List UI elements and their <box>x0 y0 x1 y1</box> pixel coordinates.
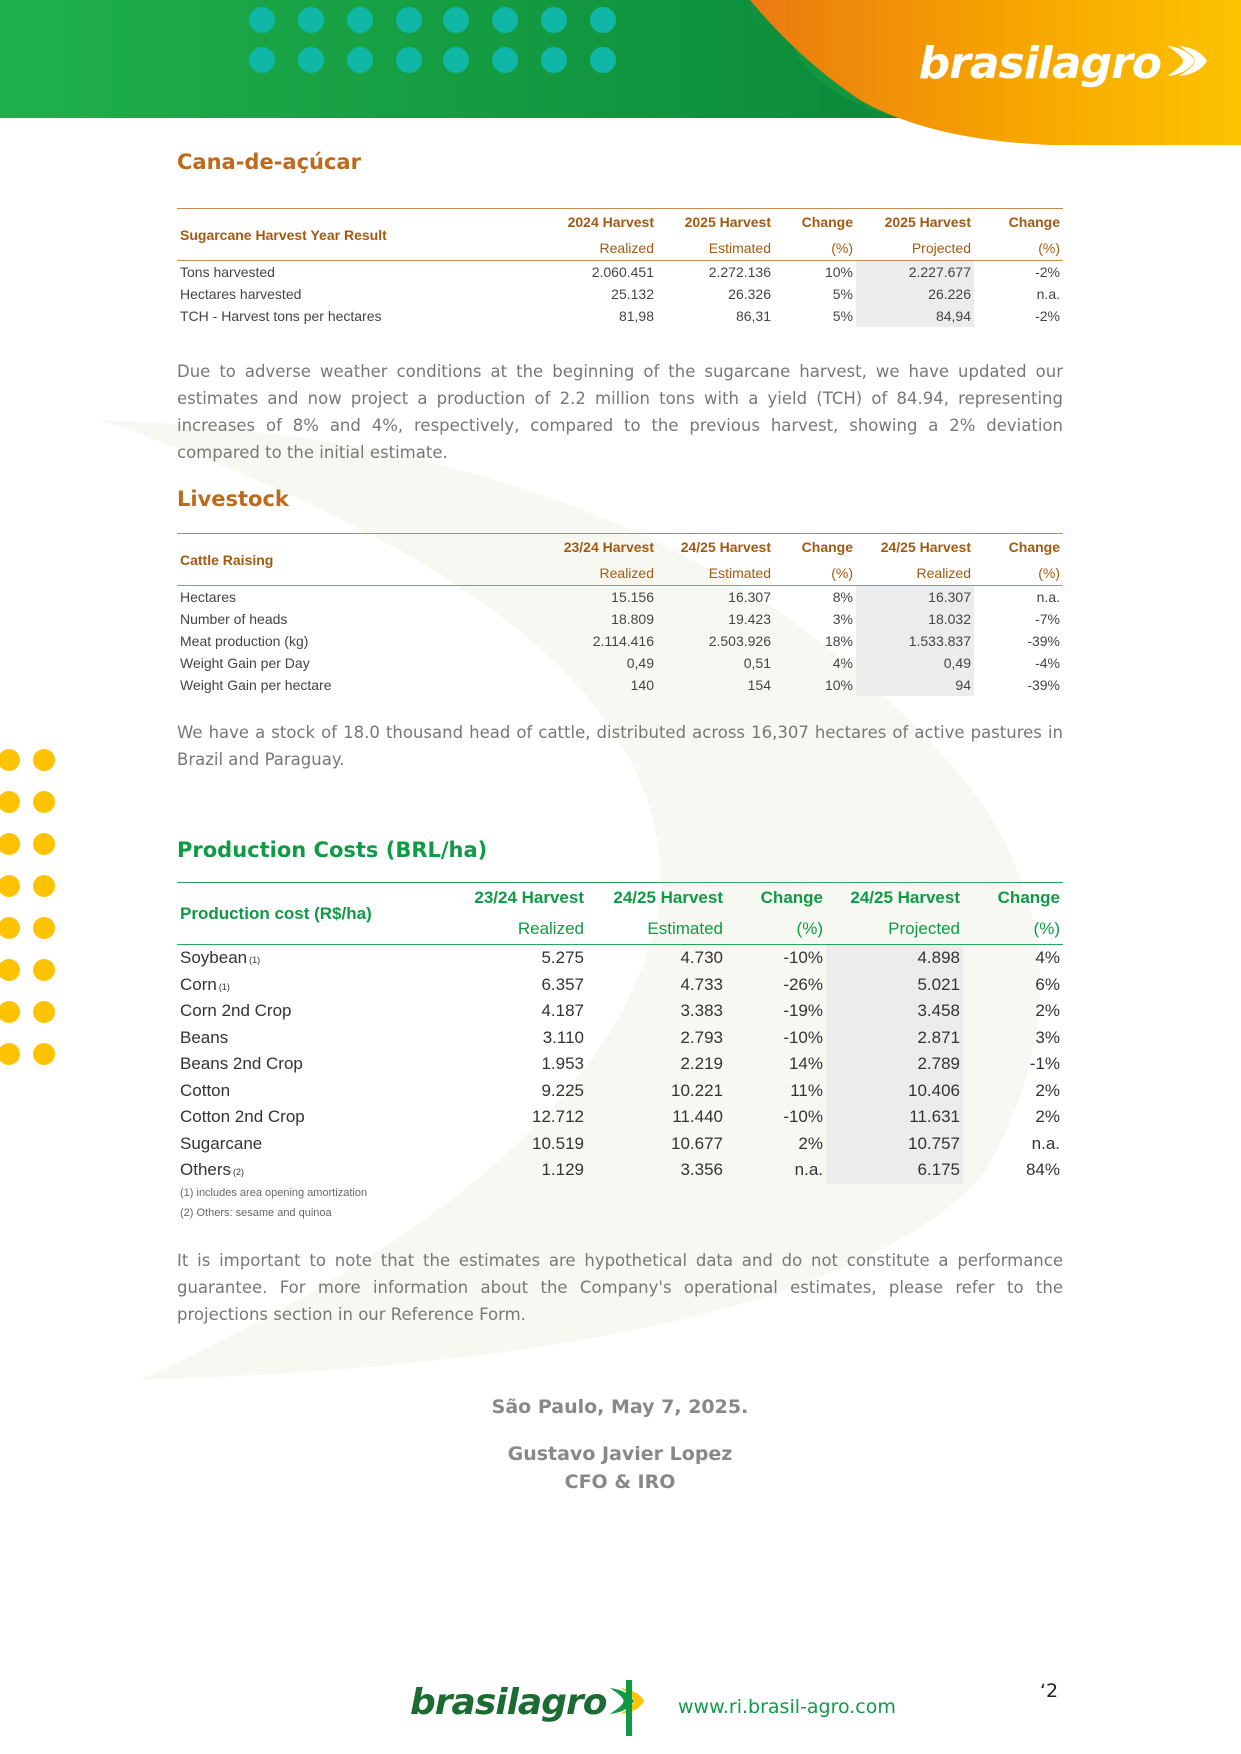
col-subheader: Realized <box>557 235 657 261</box>
col-subheader: (%) <box>963 913 1063 945</box>
logo-chevrons-icon <box>1165 44 1209 78</box>
table-row: Beans 2nd Crop 1.953 2.219 14% 2.789 -1% <box>177 1051 1063 1078</box>
col-subheader: Realized <box>437 913 587 945</box>
col-header: 23/24 Harvest <box>437 883 587 914</box>
col-subheader: (%) <box>726 913 826 945</box>
table-row: TCH - Harvest tons per hectares 81,98 86,31 5% 84,94 -2% <box>177 305 1063 327</box>
page-footer <box>0 1660 1241 1740</box>
table-row: Hectares 15.156 16.307 8% 16.307 n.a. <box>177 586 1063 609</box>
livestock-title: Livestock <box>177 487 289 511</box>
watermark-chevron <box>100 380 1150 1380</box>
footer-divider <box>626 1680 632 1736</box>
table-row: Others (2) 1.129 3.356 n.a. 6.175 84% <box>177 1157 1063 1184</box>
sugarcane-title: Cana-de-açúcar <box>177 150 361 174</box>
col-subheader: Estimated <box>657 560 774 586</box>
col-subheader: (%) <box>974 560 1063 586</box>
col-header: Change <box>963 883 1063 914</box>
costs-table <box>177 882 1063 1184</box>
table-row: Beans 3.110 2.793 -10% 2.871 3% <box>177 1025 1063 1052</box>
sugarcane-table <box>177 208 1063 327</box>
table-row: Meat production (kg) 2.114.416 2.503.926 18% 1.533.837 -39% <box>177 630 1063 652</box>
signer-name: Gustavo Javier Lopez <box>507 1443 733 1465</box>
col-header: Change <box>726 883 826 914</box>
table-row: Number of heads 18.809 19.423 3% 18.032 -7% <box>177 608 1063 630</box>
col-subheader: Estimated <box>657 235 774 261</box>
place-date: São Paulo, May 7, 2025. <box>491 1396 749 1418</box>
col-subheader: Realized <box>557 560 657 586</box>
col-header: 2025 Harvest <box>657 209 774 236</box>
col-subheader: Estimated <box>587 913 726 945</box>
table-row: Cotton 9.225 10.221 11% 10.406 2% <box>177 1078 1063 1105</box>
col-header: 2025 Harvest <box>856 209 974 236</box>
livestock-table-label: Cattle Raising <box>177 534 557 586</box>
col-subheader: Projected <box>826 913 963 945</box>
col-header: 24/25 Harvest <box>657 534 774 561</box>
costs-paragraph: It is important to note that the estimates are hypothetical data and do not constitute a performance guarantee. For more information about the Company's operational estimates, please refer to the projections section in our Reference Form. <box>177 1251 1063 1324</box>
col-subheader: Realized <box>856 560 974 586</box>
col-header: 23/24 Harvest <box>557 534 657 561</box>
table-row: Corn (1) 6.357 4.733 -26% 5.021 6% <box>177 972 1063 999</box>
page-number: ‘2 <box>1040 1680 1059 1702</box>
table-row: Tons harvested 2.060.451 2.272.136 10% 2.227.677 -2% <box>177 261 1063 284</box>
costs-table-label: Production cost (R$/ha) <box>177 883 437 945</box>
footnote-2: (2) Others: sesame and quinoa <box>180 1207 332 1219</box>
costs-title: Production Costs (BRL/ha) <box>177 838 488 862</box>
col-header: Change <box>774 534 856 561</box>
brasilagro-logo-top: brasilagro <box>919 38 1161 89</box>
table-row: Cotton 2nd Crop 12.712 11.440 -10% 11.631 2% <box>177 1104 1063 1131</box>
website-link[interactable]: www.ri.brasil-agro.com <box>678 1696 896 1718</box>
col-subheader: (%) <box>974 235 1063 261</box>
col-header: Change <box>774 209 856 236</box>
col-subheader: Projected <box>856 235 974 261</box>
livestock-table <box>177 533 1063 696</box>
table-row: Corn 2nd Crop 4.187 3.383 -19% 3.458 2% <box>177 998 1063 1025</box>
sugarcane-table-label: Sugarcane Harvest Year Result <box>177 209 557 261</box>
table-row: Weight Gain per hectare 140 154 10% 94 -39% <box>177 674 1063 696</box>
brasilagro-logo-footer: brasilagro <box>410 1682 606 1723</box>
col-header: Change <box>974 534 1063 561</box>
signer-role: CFO & IRO <box>564 1471 676 1493</box>
table-row: Hectares harvested 25.132 26.326 5% 26.226 n.a. <box>177 283 1063 305</box>
livestock-paragraph: We have a stock of 18.0 thousand head of cattle, distributed across 16,307 hectares of active pastures in Brazil and Paraguay. <box>177 723 1063 769</box>
table-row: Soybean (1) 5.275 4.730 -10% 4.898 4% <box>177 945 1063 972</box>
col-subheader: (%) <box>774 560 856 586</box>
side-dots-decoration <box>0 740 60 1070</box>
col-subheader: (%) <box>774 235 856 261</box>
col-header: 24/25 Harvest <box>856 534 974 561</box>
col-header: 24/25 Harvest <box>826 883 963 914</box>
table-row: Weight Gain per Day 0,49 0,51 4% 0,49 -4% <box>177 652 1063 674</box>
sugarcane-paragraph: Due to adverse weather conditions at the beginning of the sugarcane harvest, we have updated our estimates and now project a production of 2.2 million tons with a yield (TCH) of 84.94, representing increases of 8% and 4%, respectively, compared to the previous harvest, showing a 2% deviation compared to the initial estimate. <box>177 362 1063 462</box>
footnote-1: (1) includes area opening amortization <box>180 1187 368 1199</box>
col-header: 2024 Harvest <box>557 209 657 236</box>
table-row: Sugarcane 10.519 10.677 2% 10.757 n.a. <box>177 1131 1063 1158</box>
col-header: 24/25 Harvest <box>587 883 726 914</box>
col-header: Change <box>974 209 1063 236</box>
